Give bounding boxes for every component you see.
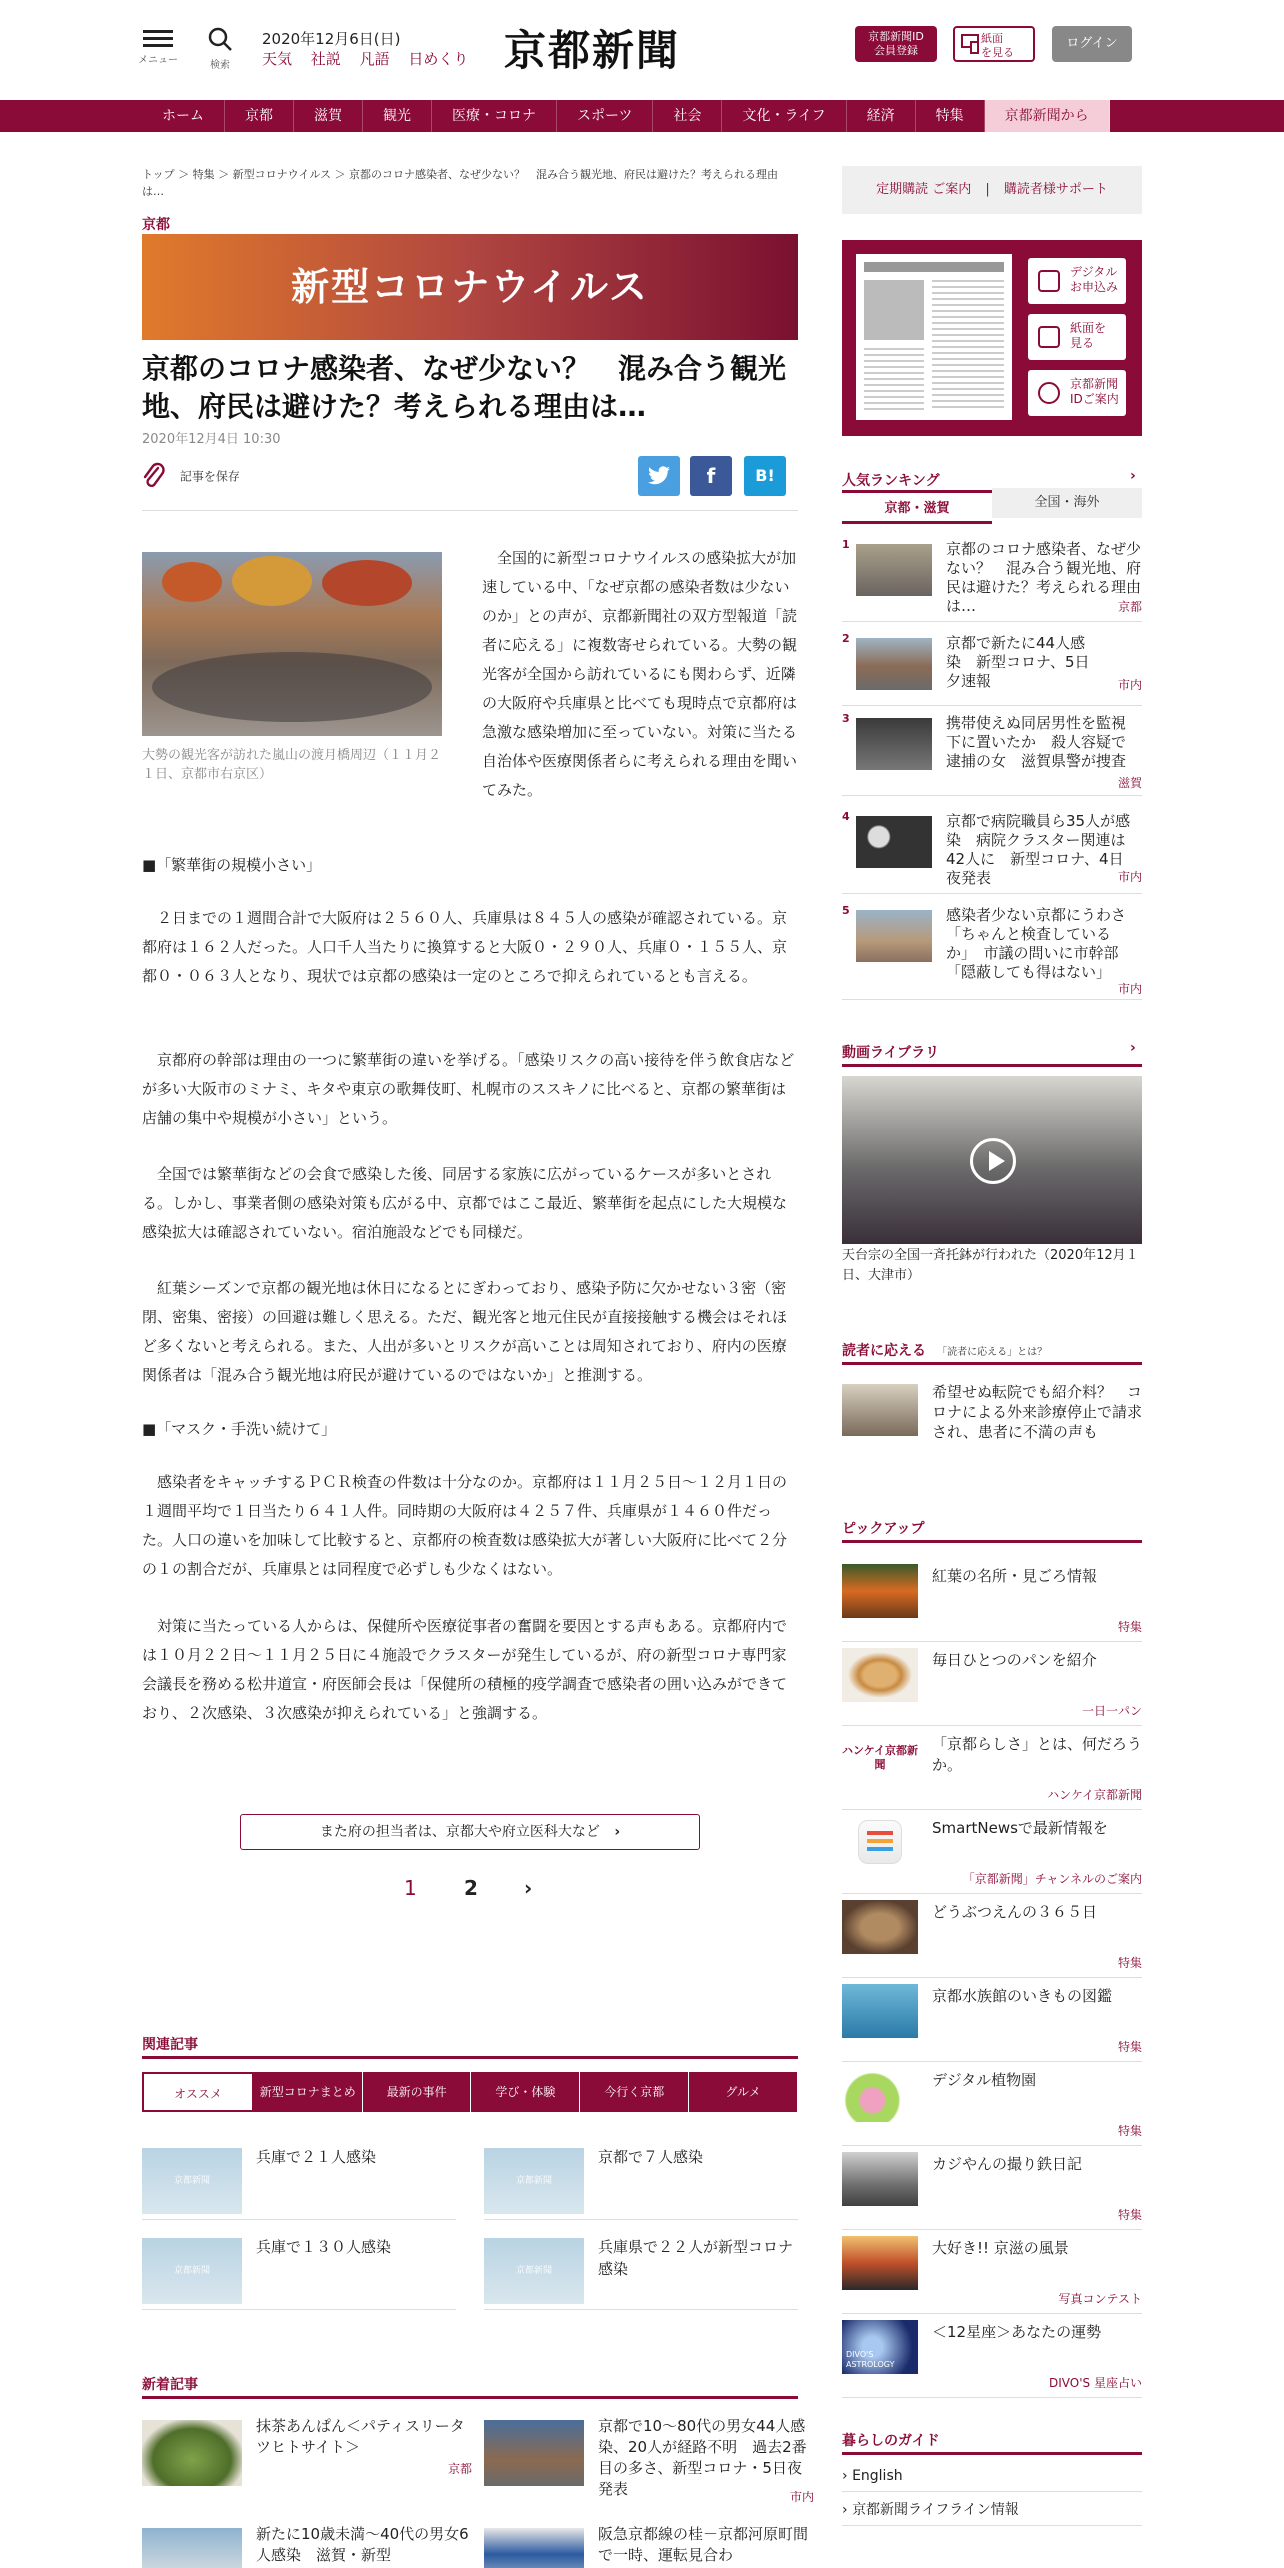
related-item-title: 京都で７人感染 (598, 2148, 704, 2166)
related-title: 関連記事 (142, 2037, 198, 2053)
hamburger-icon-bar (143, 37, 173, 40)
newest-item-tag: 市内 (789, 2490, 814, 2504)
pickup-thumb (842, 2152, 918, 2206)
menu-button[interactable] (138, 26, 178, 72)
page-2-link[interactable]: 2 (464, 1876, 478, 1900)
ranking-item-tag: 市内 (1117, 678, 1142, 692)
pickup-item-title: どうぶつえんの３６５日 (932, 1903, 1098, 1921)
article-date: 2020年12月4日 10:30 (142, 432, 281, 447)
share-hatena-button[interactable]: B! (744, 456, 786, 496)
newest-thumb (142, 2420, 242, 2486)
ranking-item-tag: 市内 (1117, 870, 1142, 884)
pickup-item-title: デジタル植物園 (932, 2071, 1037, 2089)
tab-national[interactable]: 全国・海外 (992, 488, 1142, 518)
rank-number: 5 (842, 904, 850, 917)
tab-kyoto-shiga[interactable]: 京都・滋賀 (842, 494, 992, 524)
pickup-thumb (842, 1900, 918, 1954)
photo-foliage (162, 562, 222, 602)
ranking-tabs (842, 494, 1142, 524)
pickup-item-title: 「京都らしさ」とは、何だろうか。 (932, 1735, 1143, 1774)
id-info-line2: IDご案内 (1070, 392, 1119, 406)
newest-item[interactable] (484, 2525, 814, 2568)
chevron-right-icon: › (614, 1824, 621, 1840)
smartnews-stripe (867, 1839, 893, 1843)
view-paper-button[interactable] (953, 26, 1035, 62)
tab-kyoto-now[interactable]: 今行く京都 (580, 2072, 689, 2112)
id-info-line1: 京都新聞 (1070, 377, 1119, 391)
hankei-logo: ハンケイ京都新聞 (842, 1744, 919, 1771)
article-paragraph: 対策に当たっている人からは、保健所や医療従事者の奮闘を要因とする声もある。京都府内では１０月２２日～１１月２５日に４施設でクラスターが発生しているが、府の新型コロナ専門家会議長を務める松井道宣・府医師会長は「保健所の積極的疫学調査で感染者の囲い込みができており、２次感染、３次感染が抑えられている」と強調する。 (142, 1617, 788, 1722)
next-page-button[interactable] (240, 1814, 700, 1850)
photo-foliage (232, 556, 312, 606)
video-library-title[interactable]: 動画ライブラリ (842, 1045, 940, 1061)
reader-item[interactable] (842, 1384, 1142, 1466)
pickup-item[interactable] (842, 2232, 1142, 2314)
related-item[interactable] (484, 2140, 798, 2220)
reader-title-row (842, 1340, 1047, 1360)
pickup-item-title: ＜12星座＞あなたの運勢 (932, 2323, 1102, 2341)
page-1-link[interactable]: 1 (404, 1876, 417, 1900)
ranking-item[interactable] (842, 904, 1142, 1000)
share-twitter-button[interactable] (638, 456, 680, 496)
newest-item-title: 京都で10～80代の男女44人感染、20人が経路不明 過去2番目の多さ、新型コロナ・5日夜発表 (598, 2417, 807, 2498)
article-subhead: ■「マスク・手洗い続けて」 (142, 1420, 337, 1438)
ranking-item-title: 京都のコロナ感染者、なぜ少ない？ 混み合う観光地、府民は避けた？考えられる理由は… (946, 540, 1142, 615)
newest-item-tag: 京都 (447, 2462, 472, 2476)
pickup-item[interactable] (842, 1812, 1142, 1894)
quick-links (262, 48, 482, 69)
newest-item[interactable] (142, 2525, 472, 2568)
tab-latest-incidents[interactable]: 最新の事件 (363, 2072, 472, 2112)
nav-sports[interactable]: スポーツ (557, 100, 653, 132)
twitter-icon (647, 466, 671, 486)
ranking-item-tag: 京都 (1117, 600, 1142, 614)
related-item[interactable] (142, 2140, 456, 2220)
pickup-item[interactable] (842, 2148, 1142, 2230)
quick-link-weather[interactable]: 天気 (262, 50, 293, 68)
nav-from-kyoto-shimbun[interactable]: 京都新聞から (985, 100, 1110, 132)
smartnews-stripe (867, 1831, 893, 1835)
pickup-item-tag: 特集 (1117, 1620, 1142, 1634)
id-info-button[interactable] (1028, 370, 1126, 416)
ranking-item[interactable] (842, 538, 1142, 622)
newest-item[interactable] (142, 2417, 472, 2516)
pickup-item[interactable] (842, 2064, 1142, 2146)
smartnews-stripe (867, 1847, 893, 1851)
digital-signup-line2: お申込み (1070, 280, 1119, 294)
view-paper-line2: 見る (1070, 336, 1095, 350)
ranking-item-title: 京都で新たに44人感染 新型コロナ、5日夕速報 (946, 634, 1090, 690)
pickup-item-tag: 特集 (1117, 2124, 1142, 2138)
rank-number: 4 (842, 810, 850, 823)
article-paragraph: ２日までの１週間合計で大阪府は２５６０人、兵庫県は８４５人の感染が確認されている。京都府は１６２人だった。人口千人当たりに換算すると大阪０・２９０人、兵庫０・１５５人、京都０・０６３人となり、現状では京都の感染は一定のところで抑えられているとも言える。 (142, 909, 788, 985)
nav-culture[interactable]: 文化・ライフ (722, 100, 846, 132)
subscription-links (842, 166, 1142, 214)
section-rule (142, 2056, 798, 2059)
pickup-item-title: 毎日ひとつのパンを紹介 (932, 1651, 1097, 1669)
thumb-photo (864, 280, 924, 340)
pickup-item-tag: 写真コンテスト (1058, 2292, 1142, 2306)
article-title: 京都のコロナ感染者、なぜ少ない？ 混み合う観光地、府民は避けた？考えられる理由は… (142, 352, 787, 423)
newest-title: 新着記事 (142, 2377, 198, 2393)
newspaper-promo (842, 240, 1142, 436)
reader-thumb (842, 1384, 918, 1436)
newest-item-title: 抹茶あんぱん＜パティスリータツヒトサイト＞ (256, 2417, 465, 2456)
thumb-text (932, 280, 1004, 410)
ranking-item-title: 感染者少ない京都にうわさ「ちゃんと検査しているか」 市議の問いに市幹部「隠蔽しても得はない」 (946, 906, 1127, 981)
separator: | (985, 182, 990, 197)
section-rule (842, 1540, 1142, 1543)
play-icon (970, 1138, 1016, 1184)
site-logo[interactable]: 京都新聞 (504, 26, 681, 75)
placeholder-thumb: 京都新聞 (484, 2148, 584, 2214)
devices-icon (1038, 326, 1060, 348)
ranking-thumb (856, 816, 932, 868)
pickup-thumb (842, 2236, 918, 2290)
id-register-button[interactable] (855, 26, 937, 62)
guide-item-english[interactable] (842, 2460, 1142, 2492)
rank-number: 3 (842, 712, 850, 725)
pickup-item-title: SmartNewsで最新情報を (932, 1819, 1108, 1837)
guide-title: 暮らしのガイド (842, 2433, 940, 2449)
nav-features[interactable]: 特集 (916, 100, 985, 132)
digital-signup-line1: デジタル (1070, 265, 1118, 279)
section-rule (842, 490, 992, 493)
nav-society[interactable]: 社会 (653, 100, 722, 132)
nav-shiga[interactable]: 滋賀 (294, 100, 363, 132)
section-rule (842, 1064, 1142, 1067)
tab-corona-summary[interactable]: 新型コロナまとめ (254, 2072, 363, 2112)
pickup-thumb (842, 1648, 918, 1702)
current-date: 2020年12月6日(日) (262, 30, 401, 48)
nav-medical[interactable]: 医療・コロナ (432, 100, 557, 132)
quick-link-editorial[interactable]: 社説 (310, 50, 341, 68)
paperclip-icon (142, 462, 166, 492)
guide-item-label: 京都新聞ライフライン情報 (852, 2502, 1019, 2518)
search-label: 検索 (210, 60, 230, 71)
ranking-item[interactable] (842, 712, 1142, 796)
site-header (0, 0, 1284, 100)
pickup-item[interactable] (842, 1644, 1142, 1726)
article-paragraph: 感染者をキャッチするＰＣＲ検査の件数は十分なのか。京都府は１１月２５日～１２月１日の１週間平均で１日当たり６４１人件。同時期の大阪府は４２５７件、兵庫県が１４６０件だった。人口の違いを加味して比較すると、京都府の検査数は感染拡大が著しい大阪府に比べて２分の１の割合だが、兵庫県とは同程度で必ずしも少なくはない。 (142, 1473, 788, 1578)
newest-thumb (484, 2420, 584, 2486)
info-icon (1038, 382, 1060, 404)
article-category[interactable]: 京都 (142, 217, 170, 233)
subscriber-support-link[interactable]: 購読者様サポート (1003, 182, 1108, 197)
rank-number: 1 (842, 538, 850, 551)
article-paragraph: 京都府の幹部は理由の一つに繁華街の違いを挙げる。「感染リスクの高い接待を伴う飲食店などが多い大阪市のミナミ、キタや東京の歌舞伎町、札幌市のススキノに比べると、京都の繁華街は店舗の集中や規模が小さい」という。 (142, 1051, 795, 1127)
pickup-item-tag: 特集 (1117, 2208, 1142, 2222)
pickup-title: ピックアップ (842, 1521, 925, 1537)
newest-item-title: 阪急京都線の桂－京都河原町間で一時、運転見合わ (598, 2525, 809, 2564)
hamburger-icon (143, 30, 173, 33)
video-caption[interactable]: 天台宗の全国一斉托鉢が行われた（2020年12月１日、大津市） (842, 1248, 1139, 1283)
article-lead: 全国的に新型コロナウイルスの感染拡大が加速している中、「なぜ京都の感染者数は少ないのか」との声が、京都新聞社の双方型報道「読者に応える」に複数寄せられている。大勢の観光客が全国から訪れているにも関わらず、近隣の大阪府や兵庫県と比べても現時点で京都府は急激な感染増加に至っていない。対策に当たる自治体や医療関係者らに考えられる理由を聞いてみた。 (482, 549, 798, 799)
ranking-item[interactable] (842, 632, 1142, 706)
subscription-guide-link[interactable]: 定期購読 ご案内 (876, 182, 972, 197)
paper-device-icon (961, 34, 979, 54)
guide-item-label: English (852, 2468, 903, 2484)
nav-economy[interactable]: 経済 (847, 100, 916, 132)
tab-gourmet[interactable]: グルメ (689, 2072, 798, 2112)
feature-banner[interactable]: 新型コロナウイルス (142, 234, 798, 340)
quick-link-bongo[interactable]: 凡語 (359, 50, 390, 68)
pickup-item-tag: DIVO'S 星座占い (1049, 2376, 1142, 2390)
hamburger-icon-bar (143, 44, 173, 47)
article-photo (142, 552, 442, 736)
pickup-item-title: 京都水族館のいきもの図鑑 (932, 1987, 1113, 2005)
divider (142, 510, 798, 511)
section-rule (842, 2452, 1142, 2455)
view-paper-line1: 紙面を (1070, 321, 1107, 335)
video-thumbnail[interactable] (842, 1076, 1142, 1244)
next-page-chevron-icon[interactable]: › (524, 1876, 533, 1900)
smartnews-tile (858, 1820, 902, 1864)
menu-label: メニュー (138, 55, 178, 66)
pickup-item[interactable] (842, 2316, 1142, 2398)
reader-about-link[interactable]: 「読者に応える」とは？ (937, 1347, 1048, 1358)
pickup-item[interactable] (842, 1728, 1142, 1810)
smartnews-icon (842, 1816, 918, 1870)
newspaper-thumbnail[interactable] (856, 254, 1012, 420)
thumb-text (864, 348, 924, 410)
pickup-item-title: 紅葉の名所・見ごろ情報 (932, 1567, 1098, 1585)
pickup-thumb (842, 1984, 918, 2038)
section-rule (142, 2396, 798, 2399)
bullet-icon: › (842, 2502, 853, 2518)
pickup-thumb (842, 1564, 918, 1618)
related-item-title: 兵庫県で２２人が新型コロナ感染 (598, 2238, 794, 2278)
monitor-icon (1038, 270, 1060, 292)
photo-foliage (322, 560, 412, 606)
tab-learning[interactable]: 学び・体験 (471, 2072, 580, 2112)
pickup-item-tag: 特集 (1117, 2040, 1142, 2054)
section-rule (842, 1362, 1142, 1365)
ranking-thumb (856, 718, 932, 770)
pickup-item[interactable] (842, 1560, 1142, 1642)
newest-item[interactable] (484, 2417, 814, 2516)
ranking-thumb (856, 544, 932, 596)
nav-home[interactable]: ホーム (142, 100, 225, 132)
pickup-item-title: 大好き!! 京滋の風景 (932, 2239, 1069, 2257)
ranking-item-tag: 市内 (1117, 982, 1142, 996)
pickup-item-title: カジやんの撮り鉄日記 (932, 2155, 1083, 2173)
save-article-label: 記事を保存 (179, 469, 240, 484)
chevron-right-icon[interactable]: › (1130, 468, 1136, 484)
ranking-item-title: 京都で病院職員ら35人が感染 病院クラスター関連は42人に 新型コロナ、4日夜発表 (946, 812, 1131, 887)
ranking-thumb (856, 910, 932, 962)
pickup-thumb (842, 2068, 918, 2122)
pickup-item[interactable] (842, 1980, 1142, 2062)
paper-button-line1: 紙面 (981, 32, 1003, 45)
next-page-label: また府の担当者は、京都大や府立医科大など (319, 1824, 600, 1840)
main-nav (0, 100, 1284, 132)
quick-link-calendar[interactable]: 日めくり (408, 50, 469, 68)
article-paragraph: 全国では繁華街などの会食で感染した後、同居する家族に広がっているケースが多いとされる。しかし、事業者側の感染対策も広がる中、京都ではここ最近、繁華街を起点にした大規模な感染拡大は確認されていない。宿泊施設などでも同様だ。 (142, 1165, 788, 1241)
save-article-button[interactable] (142, 462, 240, 492)
ranking-thumb (856, 638, 932, 690)
newest-thumb (142, 2528, 242, 2568)
bullet-icon: › (842, 2468, 853, 2484)
share-facebook-button[interactable]: f (690, 456, 732, 496)
newest-thumb (484, 2528, 584, 2568)
search-icon (207, 26, 233, 52)
ranking-item-title: 携帯使えぬ同居男性を監視下に置いたか 殺人容疑で逮捕の女 滋賀県警が捜査 (946, 714, 1127, 770)
guide-item-lifeline[interactable] (842, 2494, 1142, 2526)
tab-recommended[interactable]: オススメ (142, 2072, 254, 2112)
photo-caption: 大勢の観光客が訪れた嵐山の渡月橋周辺（１１月２１日、京都市右京区） (142, 748, 442, 782)
placeholder-thumb: 京都新聞 (142, 2148, 242, 2214)
ranking-item-tag: 滋賀 (1117, 776, 1142, 790)
pickup-item-tag: 一日一パン (1081, 1704, 1142, 1718)
placeholder-thumb: 京都新聞 (142, 2238, 242, 2304)
pickup-item-tag: 特集 (1117, 1956, 1142, 1970)
related-item[interactable] (484, 2230, 798, 2310)
reader-title[interactable]: 読者に応える (842, 1343, 926, 1359)
newest-item-title: 新たに10歳未満～40代の男女6人感染 滋賀・新型 (256, 2525, 469, 2564)
related-item-title: 兵庫で２１人感染 (256, 2148, 377, 2166)
login-button[interactable]: ログイン (1052, 26, 1132, 62)
divos-logo: DIVO'S ASTROLOGY (842, 2320, 918, 2374)
placeholder-thumb: 京都新聞 (484, 2238, 584, 2304)
related-item[interactable] (142, 2230, 456, 2310)
chevron-right-icon[interactable]: › (1130, 1040, 1136, 1056)
digital-signup-button[interactable] (1028, 258, 1126, 304)
view-paper-side-button[interactable] (1028, 314, 1126, 360)
id-button-line2: 会員登録 (874, 44, 918, 57)
thumb-headline (864, 262, 1004, 272)
paper-button-line2: を見る (981, 46, 1014, 59)
pickup-item-tag: ハンケイ京都新聞 (1047, 1788, 1142, 1802)
nav-tourism[interactable]: 観光 (363, 100, 432, 132)
pickup-item[interactable] (842, 1896, 1142, 1978)
photo-crowd (152, 652, 432, 722)
search-button[interactable] (200, 26, 240, 74)
reader-item-title: 希望せぬ転院でも紹介料？ コロナによる外来診療停止で請求され、患者に不満の声も (932, 1383, 1143, 1441)
id-button-line1: 京都新聞ID (868, 30, 924, 43)
ranking-title[interactable]: 人気ランキング (842, 473, 940, 489)
article-paragraph: 紅葉シーズンで京都の観光地は休日になるとにぎわっており、感染予防に欠かせない３密（密閉、密集、密接）の回避は難しく思える。ただ、観光客と地元住民が直接接触する機会はそれほど多くないと考えられる。また、人出が多いとリスクが高いことは周知されており、府内の医療関係者は「混み合う観光地は府民が避けているのではないか」と推測する。 (142, 1279, 788, 1384)
article-subhead: ■「繁華街の規模小さい」 (142, 856, 322, 874)
breadcrumb[interactable]: トップ ＞ 特集 ＞ 新型コロナウイルス ＞ 京都のコロナ感染者、なぜ少ない？ 混み合う観光地、府民は避けた？考えられる理由は… (142, 168, 778, 198)
rank-number: 2 (842, 632, 850, 645)
related-tabs (142, 2072, 798, 2112)
related-item-title: 兵庫で１３０人感染 (256, 2238, 392, 2256)
pickup-item-tag: 「京都新聞」チャンネルのご案内 (962, 1872, 1142, 1886)
ranking-item[interactable] (842, 810, 1142, 894)
nav-kyoto[interactable]: 京都 (225, 100, 294, 132)
